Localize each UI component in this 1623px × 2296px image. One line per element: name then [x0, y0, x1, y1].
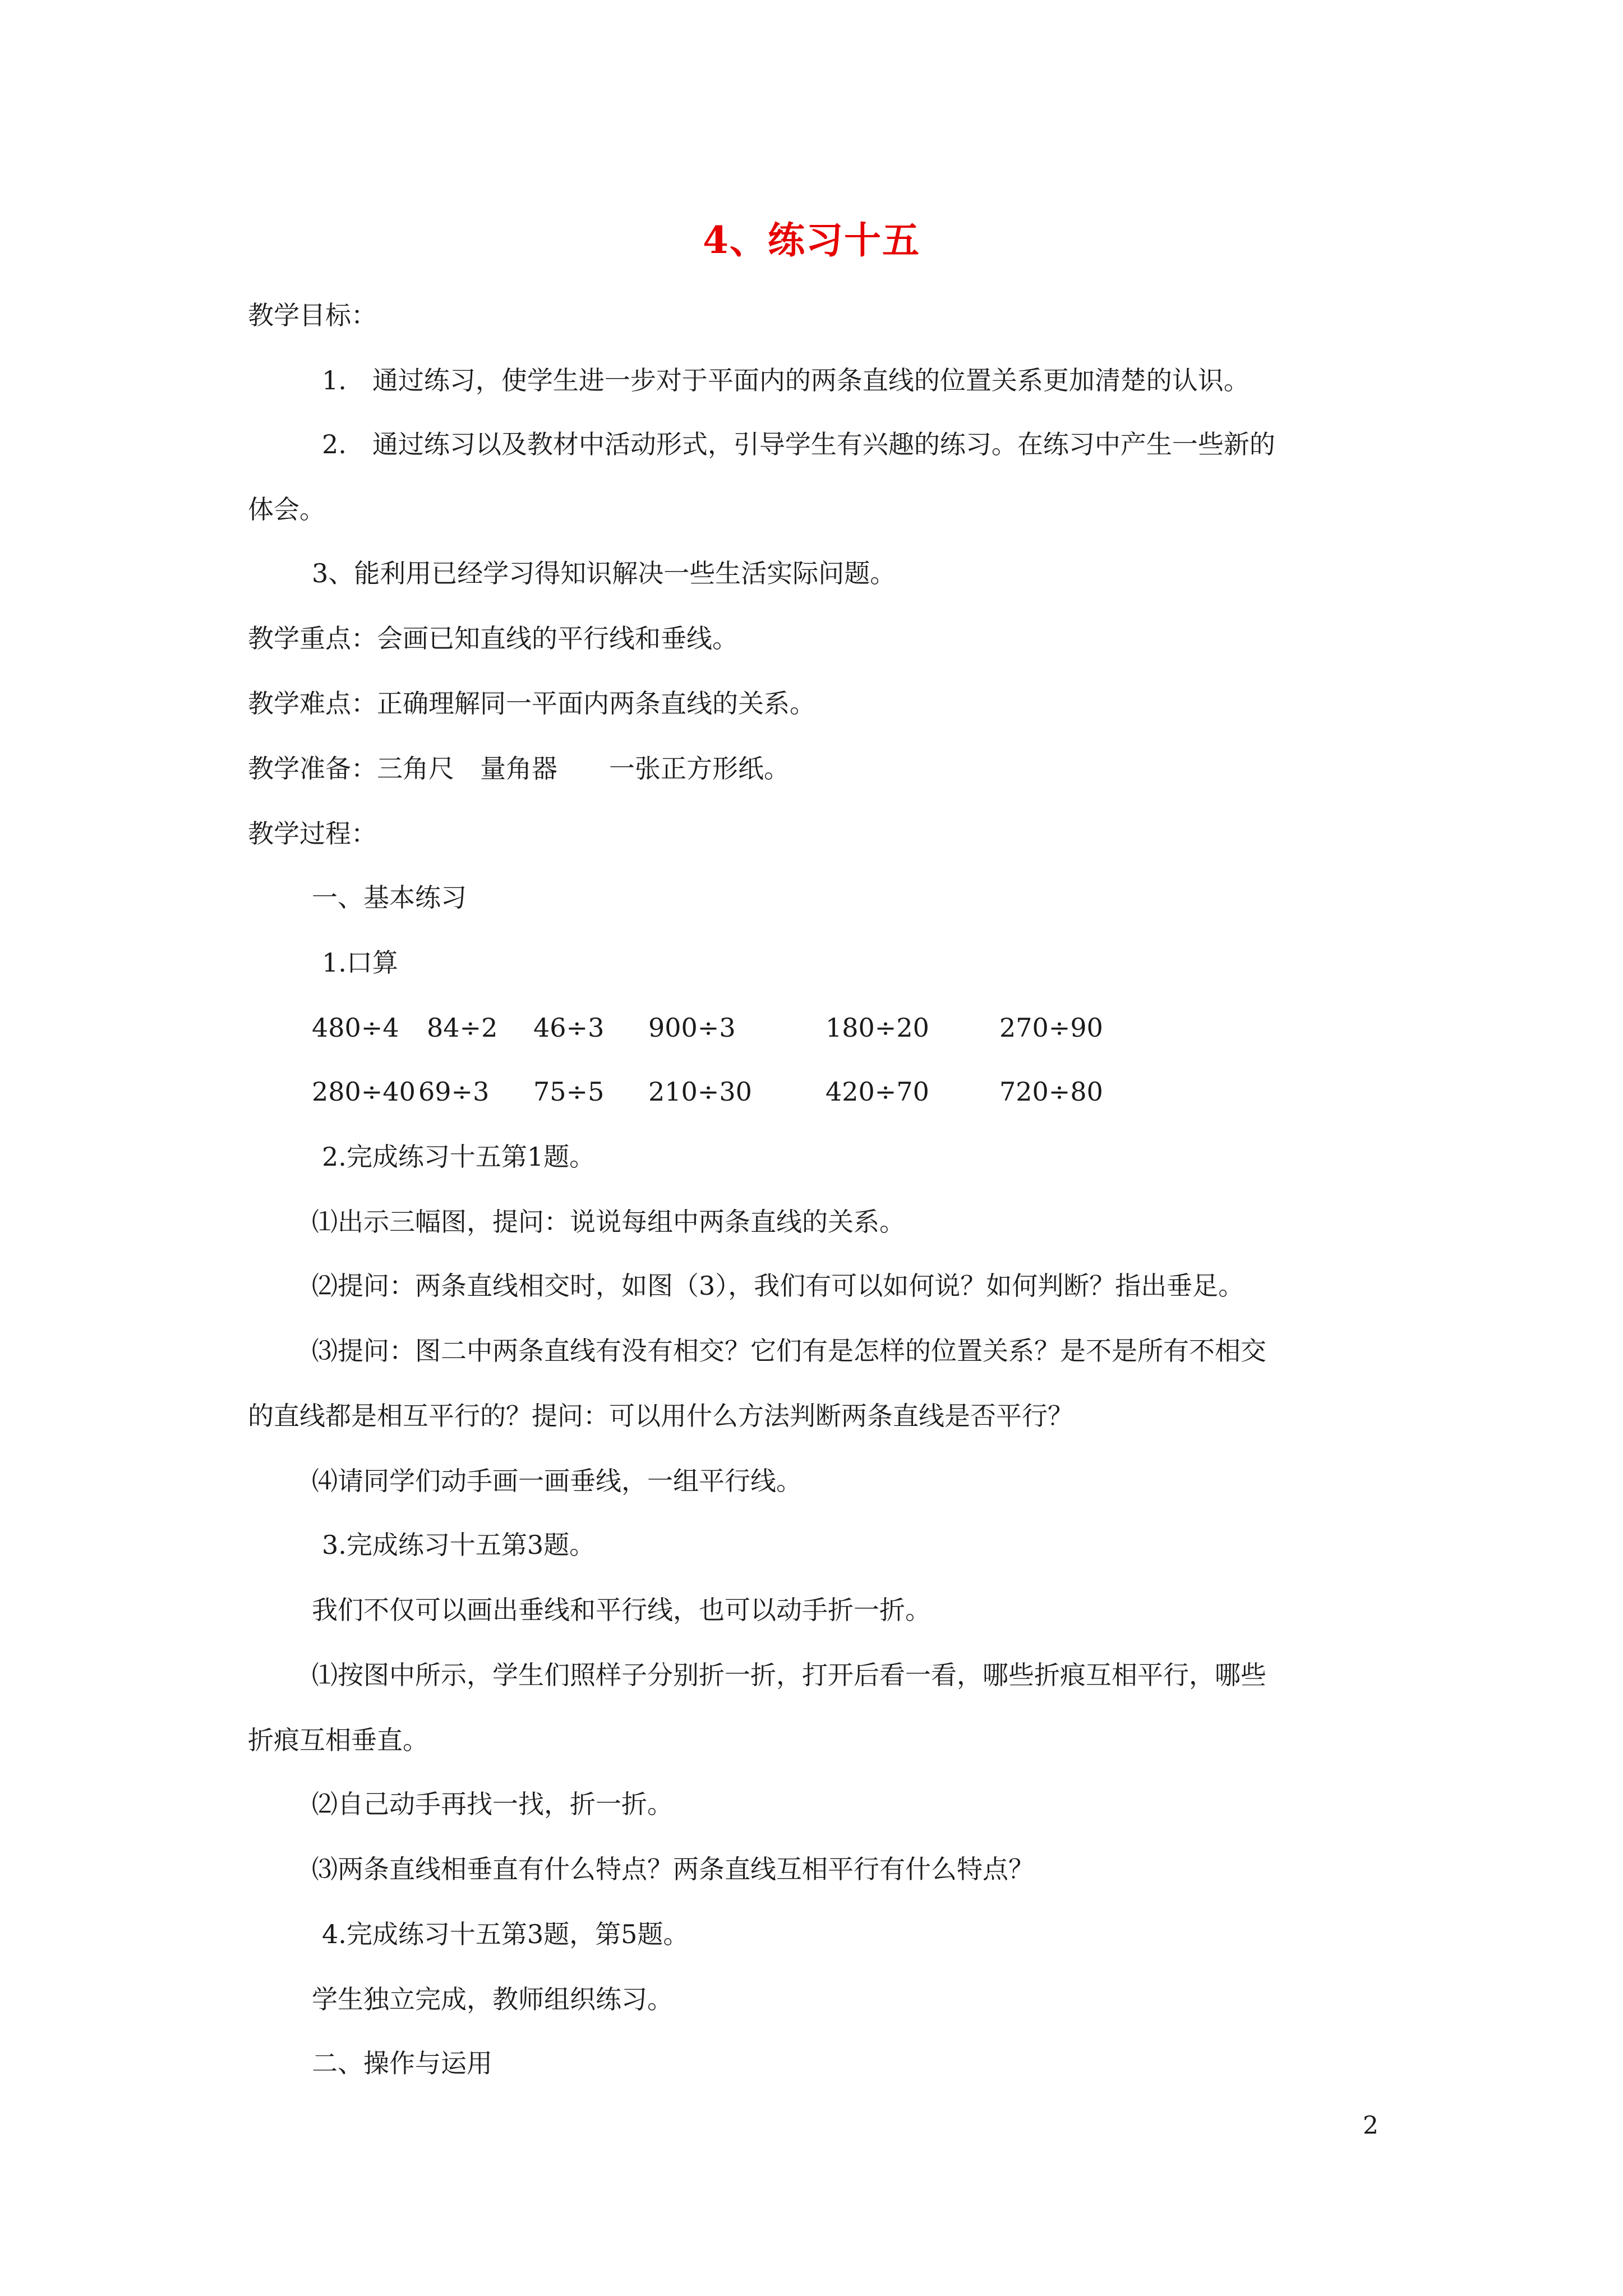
item-3-a-line-1: ⑴按图中所示，学生们照样子分别折一折，打开后看一看，哪些折痕互相平行，哪些: [312, 1660, 1266, 1690]
item-2-b: ⑵提问：两条直线相交时，如图（3），我们有可以如何说？如何判断？指出垂足。: [312, 1271, 1244, 1301]
item-3-a-line-2: 折痕互相垂直。: [248, 1725, 428, 1755]
item-4: 4.完成练习十五第3题，第5题。: [322, 1919, 689, 1949]
section-1-heading: 一、基本练习: [312, 882, 467, 913]
math-expression: 270÷90: [999, 1013, 1103, 1043]
item-2-c-line-2: 的直线都是相互平行的？提问：可以用什么方法判断两条直线是否平行？: [248, 1401, 1073, 1431]
page-number: 2: [1363, 2111, 1378, 2140]
goals-heading: 教学目标：: [248, 300, 377, 330]
item-3: 3.完成练习十五第3题。: [322, 1530, 596, 1560]
item-3-intro: 我们不仅可以画出垂线和平行线，也可以动手折一折。: [312, 1595, 931, 1625]
section-2-heading: 二、操作与运用: [312, 2048, 492, 2078]
goal-2-line-2: 体会。: [248, 494, 325, 524]
item-2-a: ⑴出示三幅图，提问：说说每组中两条直线的关系。: [312, 1207, 905, 1237]
item-2-d: ⑷请同学们动手画一画垂线，一组平行线。: [312, 1466, 802, 1496]
item-1: 1.口算: [322, 947, 398, 978]
goal-3: 3、能利用已经学习得知识解决一些生活实际问题。: [312, 558, 896, 588]
math-expression: 180÷20: [826, 1013, 929, 1043]
item-2: 2.完成练习十五第1题。: [322, 1142, 596, 1172]
math-row-2: [312, 1075, 1321, 1108]
goal-1: 1. 通过练习，使学生进一步对于平面内的两条直线的位置关系更加清楚的认识。: [322, 365, 1249, 395]
math-expression: 900÷3: [648, 1013, 736, 1043]
math-row-1: [312, 1011, 1321, 1045]
item-3-b: ⑵自己动手再找一找，折一折。: [312, 1789, 673, 1819]
math-expression: 210÷30: [648, 1076, 752, 1107]
difficulty: 教学难点：正确理解同一平面内两条直线的关系。: [248, 688, 815, 719]
math-expression: 75÷5: [533, 1076, 605, 1107]
math-expression: 84÷2: [427, 1013, 498, 1043]
item-2-c-line-1: ⑶提问：图二中两条直线有没有相交？它们有是怎样的位置关系？是不是所有不相交: [312, 1336, 1266, 1366]
goal-2-line-1: 2. 通过练习以及教材中活动形式，引导学生有兴趣的练习。在练习中产生一些新的: [322, 429, 1275, 459]
math-expression: 280÷40: [312, 1076, 416, 1107]
key-point: 教学重点：会画已知直线的平行线和垂线。: [248, 623, 738, 654]
preparation: 教学准备：三角尺 量角器 一张正方形纸。: [248, 753, 790, 784]
math-expression: 480÷4: [312, 1013, 399, 1043]
item-3-c: ⑶两条直线相垂直有什么特点？两条直线互相平行有什么特点？: [312, 1854, 1034, 1884]
math-expression: 69÷3: [418, 1076, 490, 1107]
math-expression: 420÷70: [826, 1076, 929, 1107]
page-title: 4、练习十五: [703, 218, 920, 262]
math-expression: 720÷80: [999, 1076, 1103, 1107]
math-expression: 46÷3: [533, 1013, 605, 1043]
process-heading: 教学过程：: [248, 818, 377, 849]
item-4-note: 学生独立完成，教师组织练习。: [312, 1984, 673, 2014]
